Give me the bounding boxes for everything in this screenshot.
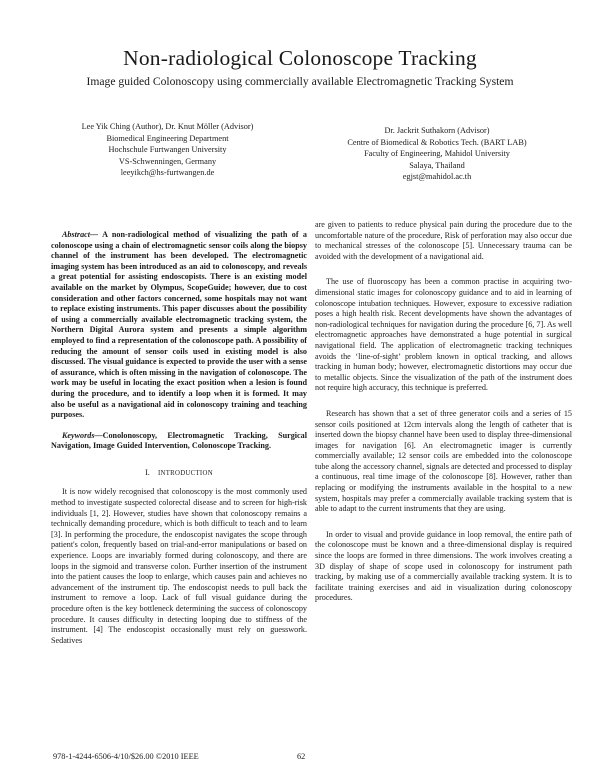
keywords <box>51 431 307 452</box>
author-department: Centre of Biomedical & Robotics Tech. (BART LAB) <box>347 137 527 147</box>
body-paragraph: are given to patients to reduce physical pain during the procedure due to the uncomfortable nature of the procedure, Risk of perforation may also occur due to mechanical stresses of the colonoscope [5]. Unnecessary trauma can be avoided with the development of a navigational aid. <box>315 220 572 261</box>
keywords-label: Keywords <box>62 430 95 440</box>
author-email: leeyikch@hs-furtwangen.de <box>120 168 215 178</box>
author-block-1 <box>40 121 295 179</box>
author-institution: Hochschule Furtwangen University <box>108 145 227 155</box>
footer-isbn: 978-1-4244-6506-4/10/$26.00 ©2010 IEEE <box>53 752 199 761</box>
author-institution: Faculty of Engineering, Mahidol University <box>364 149 510 159</box>
author-department: Biomedical Engineering Department <box>106 133 229 143</box>
paper-subtitle: Image guided Colonoscopy using commercially available Electromagnetic Tracking System <box>86 75 514 88</box>
author-names: Lee Yik Ching (Author), Dr. Knut Möller (Advisor) <box>81 122 254 131</box>
keywords-text: —Conolonoscopy, Electromagnetic Tracking, Surgical Navigation, Image Guided Intervention, Colonoscope Tracking. <box>51 430 307 451</box>
author-location: VS-Schwenningen, Germany <box>118 156 217 166</box>
abstract-label: Abstract— <box>62 230 99 239</box>
body-paragraph: The use of fluoroscopy has been a common practise in acquiring two-dimensional static images for colonoscopy guidance and to aid in learning of colonoscope intubation techniques. However, exposure to excessive radiation poses a high health risk. Recent developments have shown the advantages of non-radiological techniques for navigation during the procedure [6, 7]. As well electromagnetic approaches have demonstrated a huge potential in surgical navigational field. The application of electromagnetic tracking techniques avoids the ‘line-of-sight’ problem known in optical tracking, and allows tracking in human body; however, electromagnetic distortions may occur due to metallic objects. Since the visualization of the path of the instrument does not require high accuracy, this technique is preferred. <box>315 277 572 393</box>
abstract <box>51 230 307 421</box>
left-column <box>51 230 307 646</box>
body-paragraph: Research has shown that a set of three generator coils and a series of 15 sensor coils positioned at 12cm intervals along the length of catheter that is inserted down the biopsy channel have been used to display three-dimensional images for navigation [6]. An electromagnetic imager is currently commercially available; 12 sensor coils are embedded into the colonoscope tube along the accessory channel, signals are detected and processed to display a continuous, real time image of the colonoscope [8]. However, rather than replacing or modifying the instruments available in the hospital to a new system, hospitals may prefer a commercially available tracking system that is able to adapt to the current instruments that they are using. <box>315 408 572 514</box>
body-paragraph: In order to visual and provide guidance in loop removal, the entire path of the colonoscope must be known and a three-dimensional display is required since the loops are formed in three dimensions. The work involves creating a 3D display of shape of scope used in colonoscopy for instrument path tracking, by making use of a commercially available tracking system. It is to facilitate training exercises and aid in visualization during colonoscopy procedures. <box>315 529 572 603</box>
author-names: Dr. Jackrit Suthakorn (Advisor) <box>384 126 490 135</box>
right-column <box>315 220 572 604</box>
abstract-text: A non-radiological method of visualizing the path of a colonoscope using a chain of electromagnetic sensor coils along the biopsy channel of the instrument has been developed. The electromagnetic imaging system has been introduced as an aid to colonoscopy, and reveals a great potential for assisting endoscopists. There is an existing model available on the market by Olympus, ScopeGuide; however, due to cost consideration and other factors concerned, some hospitals may not want to replace existing instruments. This paper discusses about the possibility of using a commercially available electromagnetic tracking system, the Northern Digital Aurora system and presents a simple algorithm employed to find a representation of the colonoscope path. A possibility of reducing the amount of sensor coils used in existing model is also discussed. The visual guidance is expected to provide the user with a sense of assurance, which is often missing in the navigation of colonoscope. The work may be useful in locating the exact position when a lesion is found during the procedure, and to identify a loop when it is formed. It may also be useful as a navigational aid in colonoscopy training and teaching purposes. <box>51 230 307 420</box>
section-number: I. <box>145 467 150 477</box>
section-title: INTRODUCTION <box>157 469 213 477</box>
author-email: egjst@mahidol.ac.th <box>402 172 472 182</box>
author-location: Salaya, Thailand <box>409 160 465 170</box>
paper-title: Non-radiological Colonoscope Tracking <box>123 46 477 70</box>
author-block-2 <box>302 125 572 183</box>
page-number: 62 <box>297 752 306 761</box>
body-paragraph: It is now widely recognised that colonoscopy is the most commonly used method to investigate suspected colorectal disease and to screen for high-risk individuals [1, 2]. However, studies have shown that colonoscopy remains a technically demanding procedure, which is both difficult to teach and to learn [3]. In performing the procedure, the endoscopist navigates the scope through patient's colon, frequently based on trial-and-error manipulations or based on experience. Loops are invariably formed during colonoscopy, and there are loops in the sigmoid and transverse colon. Further insertion of the instrument into the patient causes the loop to enlarge, which causes pain and achieves no advancement of the instrument tip. The endoscopist needs to pull back the instrument to remove a loop. Lack of full visual guidance during the procedure often is the key bottleneck determining the success of colonoscopy procedure. It causes difficulty in detecting looping due to stiffness of the instrument. [4] The endoscopist occasionally must rely on guesswork. Sedatives <box>51 487 307 645</box>
section-heading <box>51 468 307 480</box>
